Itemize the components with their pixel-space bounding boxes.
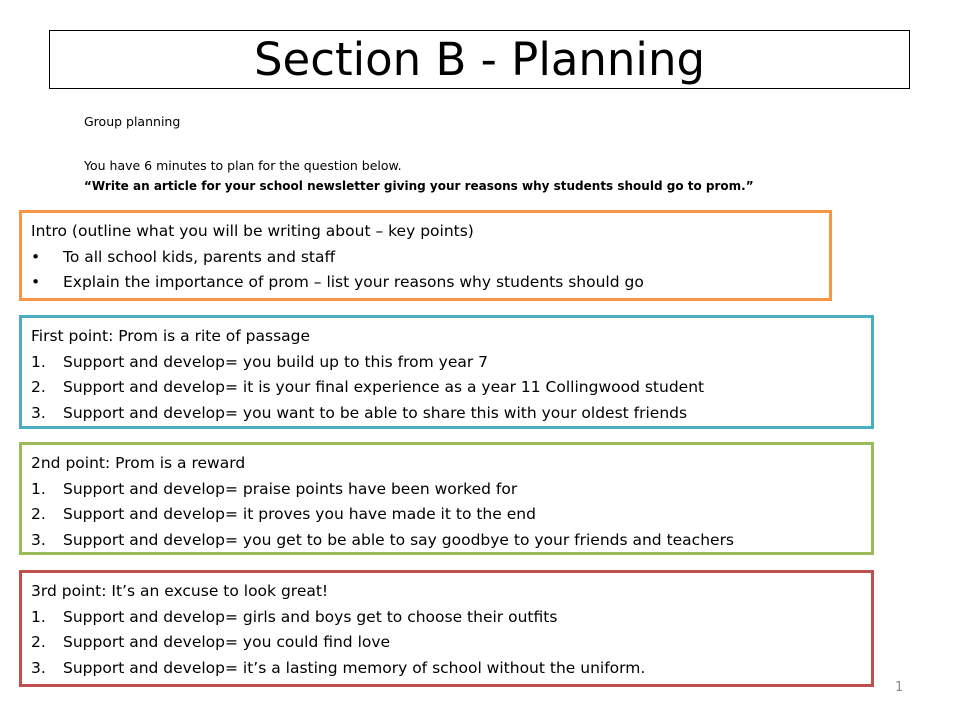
list-item-text: Support and develop= you get to be able to say goodbye to your friends and teachers [63,530,735,549]
question-text: “Write an article for your school newsletter giving your reasons why students should go to prom.” [84,179,754,193]
title-box [49,30,910,89]
list-item-text: Support and develop= it proves you have made it to the end [63,505,536,523]
number-marker: 2. [31,378,46,396]
list-item-text: Support and develop= it’s a lasting memory of school without the uniform. [63,658,646,677]
list-item-text: Support and develop= you could find love [63,633,391,651]
number-marker: 2. [31,505,46,523]
list-item [31,477,861,503]
list-item [31,630,861,656]
list-item-text: Support and develop= girls and boys get to choose their outfits [63,607,558,626]
third-point-heading: 3rd point: It’s an excuse to look great! [31,582,329,600]
list-item [31,245,819,271]
list-item [31,401,861,427]
page-title: Section B - Planning [253,33,706,86]
page-number: 1 [895,680,904,695]
bullet-marker: • [31,247,41,266]
first-point-list [31,350,861,427]
list-item-text: Support and develop= it is your final experience as a year 11 Collingwood student [63,378,705,396]
list-item-text: To all school kids, parents and staff [63,247,336,266]
number-marker: 3. [31,530,46,549]
list-item-text: Support and develop= you build up to this from year 7 [63,352,489,371]
second-point-list [31,477,861,554]
number-marker: 2. [31,633,46,651]
number-marker: 1. [31,607,46,626]
intro-box [19,210,832,301]
bullet-marker: • [31,273,41,291]
first-point-box [19,315,874,429]
third-point-list [31,605,861,682]
number-marker: 3. [31,658,46,677]
first-point-heading: First point: Prom is a rite of passage [31,327,311,345]
list-item-text: Support and develop= praise points have been worked for [63,479,518,498]
group-planning-label: Group planning [84,114,181,129]
list-item [31,502,861,528]
intro-heading: Intro (outline what you will be writing about – key points) [31,222,474,240]
third-point-box [19,570,874,687]
intro-bullet-list [31,245,819,296]
list-item [31,270,819,296]
list-item [31,656,861,682]
list-item [31,528,861,554]
list-item [31,375,861,401]
instructions-text: You have 6 minutes to plan for the question below. [84,158,402,173]
number-marker: 3. [31,403,46,422]
list-item [31,605,861,631]
number-marker: 1. [31,352,46,371]
list-item [31,350,861,376]
second-point-box [19,442,874,555]
second-point-heading: 2nd point: Prom is a reward [31,454,246,472]
list-item-text: Support and develop= you want to be able to share this with your oldest friends [63,403,688,422]
list-item-text: Explain the importance of prom – list your reasons why students should go [63,273,644,291]
number-marker: 1. [31,479,46,498]
